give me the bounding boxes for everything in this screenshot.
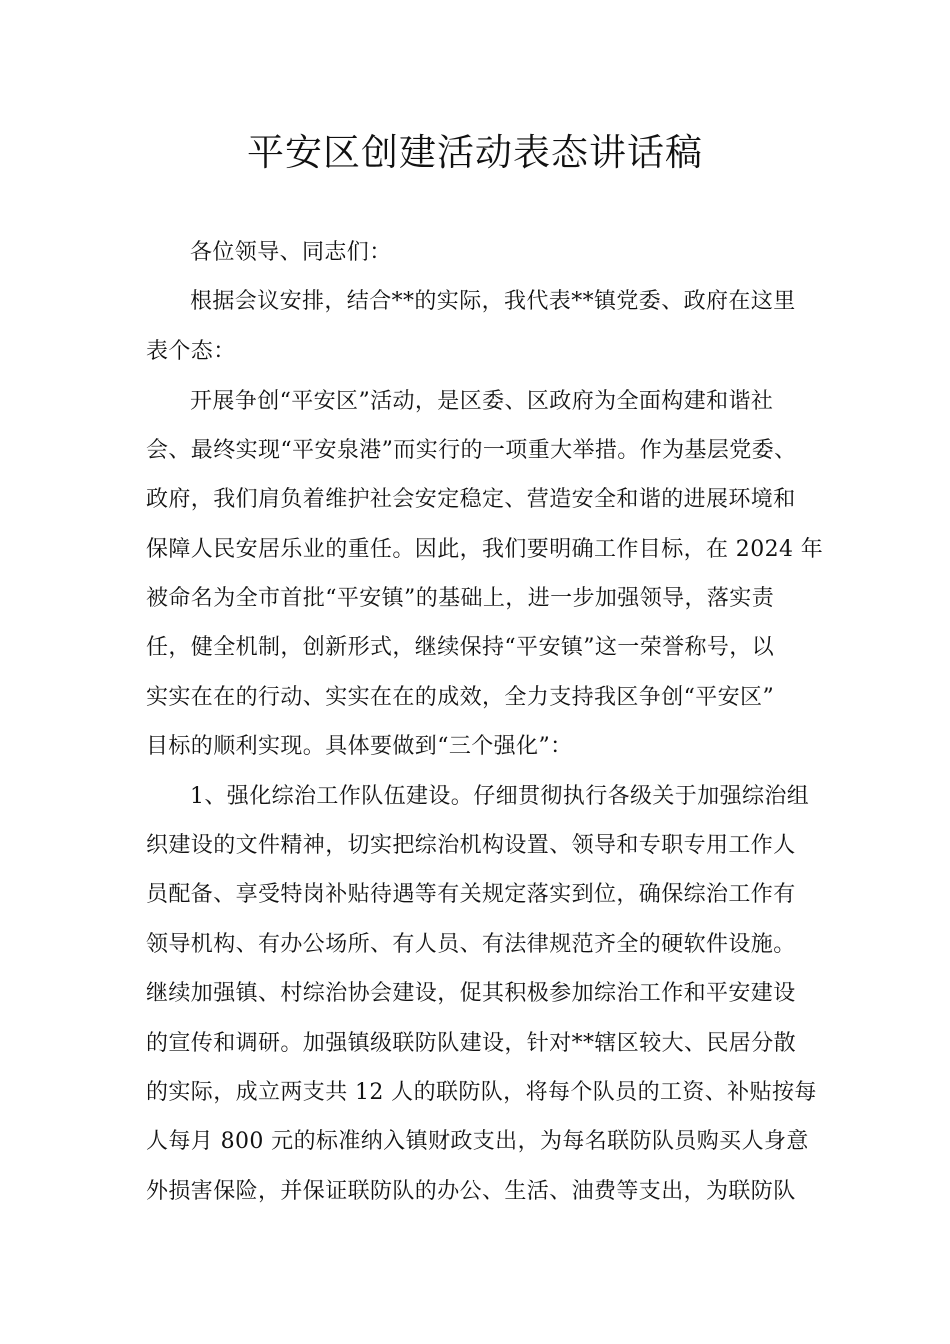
text-line: 的宣传和调研。加强镇级联防队建设，针对**辖区较大、民居分散 [146, 1031, 797, 1056]
text-line: 政府，我们肩负着维护社会安定稳定、营造安全和谐的进展环境和 [146, 487, 796, 512]
text-line: 继续加强镇、村综治协会建设，促其积极参加综治工作和平安建设 [146, 981, 796, 1006]
text-line: 实实在在的行动、实实在在的成效，全力支持我区争创“平安区” [146, 685, 775, 710]
text-line: 根据会议安排，结合**的实际，我代表**镇党委、政府在这里 [190, 289, 796, 314]
text-line: 领导机构、有办公场所、有人员、有法律规范齐全的硬软件设施。 [146, 932, 796, 957]
text-line: 1、强化综治工作队伍建设。仔细贯彻执行各级关于加强综治组 [190, 784, 810, 809]
text-line: 目标的顺利实现。具体要做到“三个强化”： [146, 734, 573, 759]
text-line: 开展争创“平安区”活动，是区委、区政府为全面构建和谐社 [190, 389, 774, 414]
text-line: 员配备、享受特岗补贴待遇等有关规定落实到位，确保综治工作有 [146, 882, 796, 907]
text-line: 人每月 800 元的标准纳入镇财政支出，为每名联防队员购买人身意 [146, 1129, 809, 1154]
text-line: 织建设的文件精神，切实把综治机构设置、领导和专职专用工作人 [146, 833, 796, 858]
text-line: 外损害保险，并保证联防队的办公、生活、油费等支出，为联防队 [146, 1179, 796, 1204]
document-title: 平安区创建活动表态讲话稿 [247, 131, 703, 174]
text-line: 的实际，成立两支共 12 人的联防队，将每个队员的工资、补贴按每 [146, 1080, 817, 1105]
text-line: 保障人民安居乐业的重任。因此，我们要明确工作目标，在 2024 年 [146, 537, 824, 562]
text-line: 各位领导、同志们： [190, 240, 392, 265]
text-line: 任，健全机制，创新形式，继续保持“平安镇”这一荣誉称号，以 [146, 635, 775, 660]
text-line: 会、最终实现“平安泉港”而实行的一项重大举措。作为基层党委、 [146, 438, 797, 463]
text-line: 表个态： [146, 339, 236, 364]
text-line: 被命名为全市首批“平安镇”的基础上，进一步加强领导，落实责 [146, 586, 775, 611]
